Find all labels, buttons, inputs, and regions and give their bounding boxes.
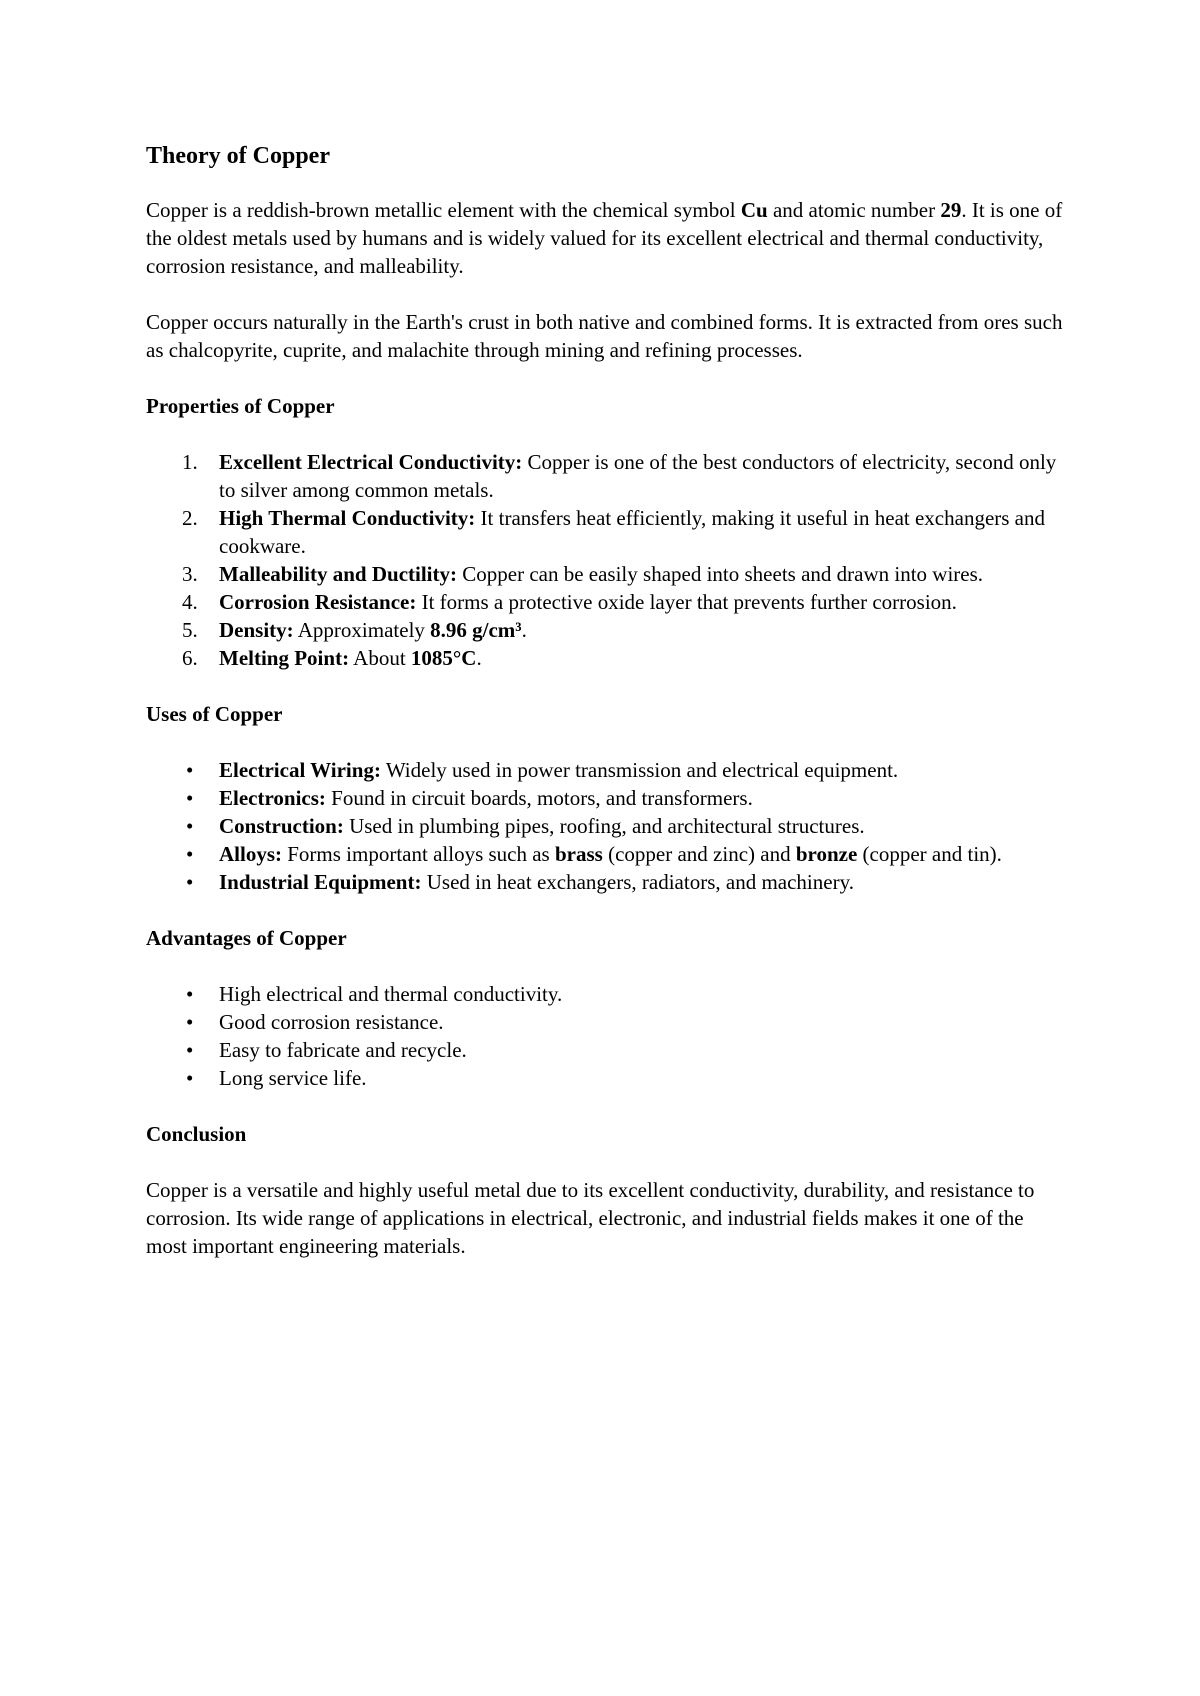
list-item xyxy=(146,1064,1066,1092)
property-label: Corrosion Resistance: xyxy=(219,590,417,614)
bullet-icon: • xyxy=(186,842,194,866)
list-item xyxy=(146,588,1066,616)
bullet-icon: • xyxy=(186,1010,194,1034)
density-value: 8.96 g/cm³ xyxy=(430,618,522,642)
advantage-text: Long service life. xyxy=(219,1066,367,1090)
advantages-heading: Advantages of Copper xyxy=(146,926,347,950)
use-label: Industrial Equipment: xyxy=(219,870,422,894)
use-text: Widely used in power transmission and electrical equipment. xyxy=(380,758,899,782)
list-item xyxy=(146,784,1066,812)
bullet-icon: • xyxy=(186,814,194,838)
property-label: Excellent Electrical Conductivity: xyxy=(219,450,523,474)
bullet-icon: • xyxy=(186,758,194,782)
property-label: Malleability and Ductility: xyxy=(219,562,457,586)
list-number: 2. xyxy=(182,506,198,530)
list-item xyxy=(146,868,1066,896)
list-item xyxy=(146,560,1066,588)
property-text: It transfers heat efficiently, making it useful in heat exchangers and cookware. xyxy=(219,506,1046,558)
intro-text-c: . It is one of the oldest metals used by humans and is widely valued for its excellent electrical and thermal conductivity, corrosion resistance, and malleability. xyxy=(146,198,1063,278)
property-text: Copper is one of the best conductors of electricity, second only to silver among common metals. xyxy=(219,450,1057,502)
use-text: Forms important alloys such as xyxy=(282,842,555,866)
intro-text-b: and atomic number xyxy=(767,198,941,222)
list-item xyxy=(146,1008,1066,1036)
advantage-text: Easy to fabricate and recycle. xyxy=(219,1038,467,1062)
properties-heading: Properties of Copper xyxy=(146,394,335,418)
list-item xyxy=(146,980,1066,1008)
intro-paragraph-2: Copper occurs naturally in the Earth's crust in both native and combined forms. It is extracted from ores such as chalcopyrite, cuprite, and malachite through mining and refining processes. xyxy=(146,310,1063,362)
bullet-icon: • xyxy=(186,1038,194,1062)
list-item xyxy=(146,812,1066,840)
bullet-icon: • xyxy=(186,982,194,1006)
melting-point-value: 1085°C xyxy=(410,646,477,670)
conclusion-paragraph: Copper is a versatile and highly useful metal due to its excellent conductivity, durability, and resistance to corrosion. Its wide range of applications in electrical, electronic, and industrial fields makes it one of the most important engineering materials. xyxy=(146,1178,1035,1258)
list-item xyxy=(146,840,1066,868)
list-item xyxy=(146,1036,1066,1064)
intro-text-a: Copper is a reddish-brown metallic element with the chemical symbol xyxy=(146,198,741,222)
advantage-text: Good corrosion resistance. xyxy=(219,1010,444,1034)
list-item xyxy=(146,644,1066,672)
list-item xyxy=(146,448,1066,504)
properties-list xyxy=(146,448,1066,672)
conclusion-heading: Conclusion xyxy=(146,1122,247,1146)
bullet-icon: • xyxy=(186,870,194,894)
use-text: (copper and tin). xyxy=(857,842,1002,866)
document-content xyxy=(146,140,1066,1288)
intro-paragraph-1 xyxy=(146,196,1066,280)
property-label: Melting Point: xyxy=(219,646,350,670)
uses-list xyxy=(146,756,1066,896)
property-text: It forms a protective oxide layer that prevents further corrosion. xyxy=(416,590,957,614)
advantages-list xyxy=(146,980,1066,1092)
list-item xyxy=(146,504,1066,560)
page-title: Theory of Copper xyxy=(146,143,330,169)
alloy-brass: brass xyxy=(554,842,603,866)
list-item xyxy=(146,616,1066,644)
chemical-symbol: Cu xyxy=(740,198,768,222)
use-label: Construction: xyxy=(219,814,344,838)
atomic-number: 29 xyxy=(940,198,962,222)
list-number: 4. xyxy=(182,590,198,614)
list-number: 5. xyxy=(182,618,198,642)
list-number: 6. xyxy=(182,646,198,670)
alloy-bronze: bronze xyxy=(795,842,858,866)
property-text: Copper can be easily shaped into sheets and drawn into wires. xyxy=(457,562,984,586)
property-tail: . xyxy=(476,646,482,670)
advantage-text: High electrical and thermal conductivity. xyxy=(219,982,563,1006)
list-item xyxy=(146,756,1066,784)
use-label: Electronics: xyxy=(219,786,326,810)
list-number: 1. xyxy=(182,450,198,474)
bullet-icon: • xyxy=(186,1066,194,1090)
property-tail: . xyxy=(521,618,527,642)
property-text: Approximately xyxy=(293,618,431,642)
use-text: Used in heat exchangers, radiators, and machinery. xyxy=(421,870,854,894)
use-text: Found in circuit boards, motors, and transformers. xyxy=(325,786,753,810)
property-label: Density: xyxy=(219,618,294,642)
property-label: High Thermal Conductivity: xyxy=(219,506,476,530)
list-number: 3. xyxy=(182,562,198,586)
property-text: About xyxy=(349,646,411,670)
uses-heading: Uses of Copper xyxy=(146,702,283,726)
use-label: Electrical Wiring: xyxy=(219,758,381,782)
bullet-icon: • xyxy=(186,786,194,810)
use-text: (copper and zinc) and xyxy=(602,842,796,866)
use-label: Alloys: xyxy=(219,842,282,866)
use-text: Used in plumbing pipes, roofing, and architectural structures. xyxy=(343,814,865,838)
